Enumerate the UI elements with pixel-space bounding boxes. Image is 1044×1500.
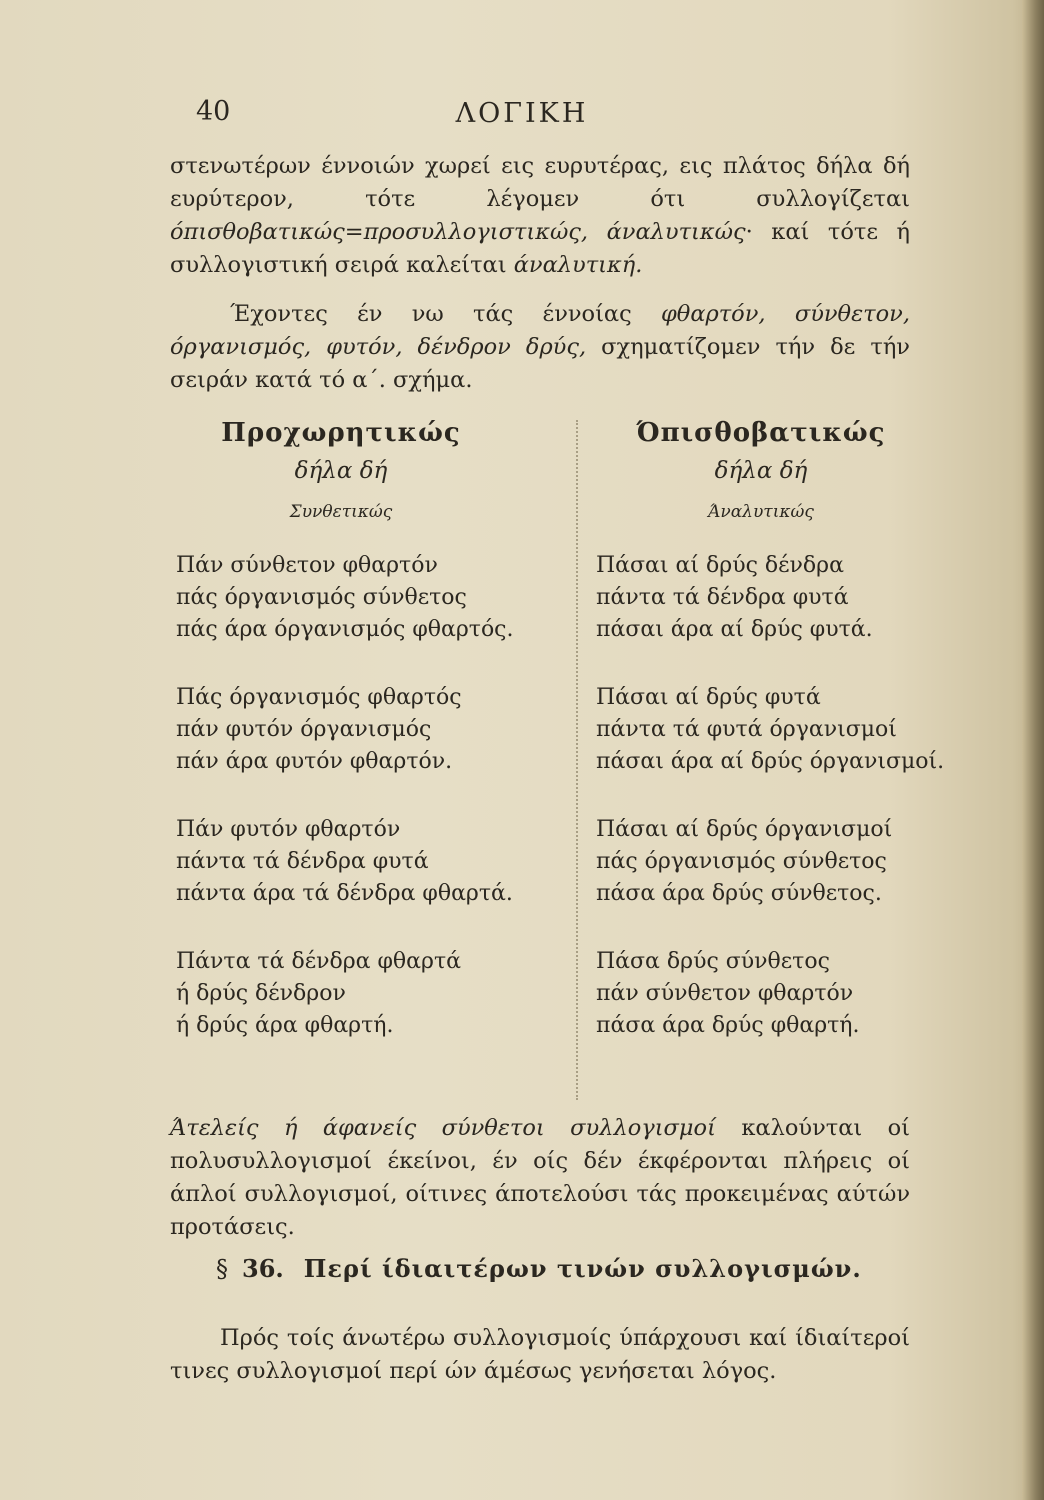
paragraph-text: Έχοντες έν νω τάς έννοίας [230,301,662,327]
section-heading [216,1254,862,1283]
paragraph-polysyllogisms [170,1112,910,1244]
conclusion: πάς άρα όργανισμός φθαρτός. [176,617,514,642]
right-column-analytic [596,418,945,1078]
column-subheading: δήλα δή [714,458,808,484]
syllogism [176,682,506,778]
premise-minor: πάντα τά φυτά όργανισμοί [596,717,897,742]
premise-major: Πάν φυτόν φθαρτόν [176,817,401,842]
paragraph-text: σχηματίζομεν τήν δε τήν σειράν κατά τό α΄. σχήμα. [170,334,910,393]
premise-minor: πάντα τά δένδρα φυτά [596,585,849,610]
premise-minor: πάν σύνθετον φθαρτόν [596,981,854,1006]
premise-minor: ή δρύς δένδρον [176,981,346,1006]
paragraph-section-intro [170,1322,910,1388]
conclusion: πάντα άρα τά δένδρα φθαρτά. [176,881,513,906]
paragraph-text: καλούνται οί πολυσυλλογισμοί έκείνοι, έν οίς δέν έκφέρονται πλήρεις οί άπλοί συλλογισμοί, οίτινες άποτελούσι τάς προκειμένας αύτών προτάσεις. [170,1115,911,1240]
syllogism [176,550,514,646]
syllogism [596,682,945,778]
premise-major: Πάντα τά δένδρα φθαρτά [176,949,461,974]
column-heading: Όπισθοβατικώς [636,418,886,448]
premise-major: Πάσαι αί δρύς δένδρα [596,553,844,578]
syllogism [176,814,513,910]
premise-major: Πάσα δρύς σύνθετος [596,949,830,974]
premise-major: Πάσαι αί δρύς όργανισμοί [596,817,893,842]
conclusion: πάσαι άρα αί δρύς όργανισμοί. [596,749,945,774]
paragraph-intro [170,150,910,282]
column-subheading: δήλα δή [294,458,388,484]
column-subheading-method: Συνθετικώς [289,502,393,522]
conclusion: ή δρύς άρα φθαρτή. [176,1013,394,1038]
syllogism [596,550,926,646]
premise-minor: πάντα τά δένδρα φυτά [176,849,429,874]
emphasized-term: άναλυτική. [513,252,643,278]
paragraph-text: στενωτέρων έννοιών χωρεί εις ευρυτέρας, εις πλάτος δήλα δή ευρύτερον, τότε λέγομεν ότι συλλογίζεται [170,153,910,212]
conclusion: πάν άρα φυτόν φθαρτόν. [176,749,453,774]
syllogism [596,814,926,910]
paragraph-text: · καί τότε ή συλλογιστική σειρά καλείται [170,219,911,278]
book-spine-shadow [1022,0,1044,1500]
section-number: 36. [242,1254,284,1283]
premise-major: Πάς όργανισμός φθαρτός [176,685,462,710]
conclusion: πάσαι άρα αί δρύς φυτά. [596,617,873,642]
premise-minor: πάς όργανισμός σύνθετος [596,849,887,874]
conclusion: πάσα άρα δρύς σύνθετος. [596,881,882,906]
premise-major: Πάν σύνθετον φθαρτόν [176,553,438,578]
emphasized-terms: φθαρτόν, σύνθετον, όργανισμός, φυτόν, δένδρον δρύς, [170,301,911,360]
running-title: ΛΟΓΙΚΗ [455,98,589,129]
emphasized-terms: Άτελείς ή άφανείς σύνθετοι συλλογισμοί [170,1115,716,1141]
premise-major: Πάσαι αί δρύς φυτά [596,685,821,710]
premise-minor: πάν φυτόν όργανισμός [176,717,432,742]
syllogism [596,946,926,1042]
conclusion: πάσα άρα δρύς φθαρτή. [596,1013,860,1038]
left-column-synthetic [176,418,514,1078]
page-header [0,96,1044,136]
paragraph-example [170,298,910,397]
page-number: 40 [196,96,231,127]
emphasized-terms: όπισθοβατικώς=προσυλλογιστικώς, άναλυτικώς [170,219,746,245]
column-divider [576,420,578,1100]
column-heading: Προχωρητικώς [221,418,461,448]
paragraph-text: Πρός τοίς άνωτέρω συλλογισμοίς ύπάρχουσι καί ίδιαίτεροί τινες συλλογισμοί περί ών άμέσως γενήσεται λόγος. [170,1325,910,1384]
section-title-text: Περί ίδιαιτέρων τινών συλλογισμών. [303,1254,862,1283]
premise-minor: πάς όργανισμός σύνθετος [176,585,467,610]
section-mark: § [216,1255,228,1283]
syllogism [176,946,506,1042]
column-subheading-method: Άναλυτικώς [708,502,814,522]
